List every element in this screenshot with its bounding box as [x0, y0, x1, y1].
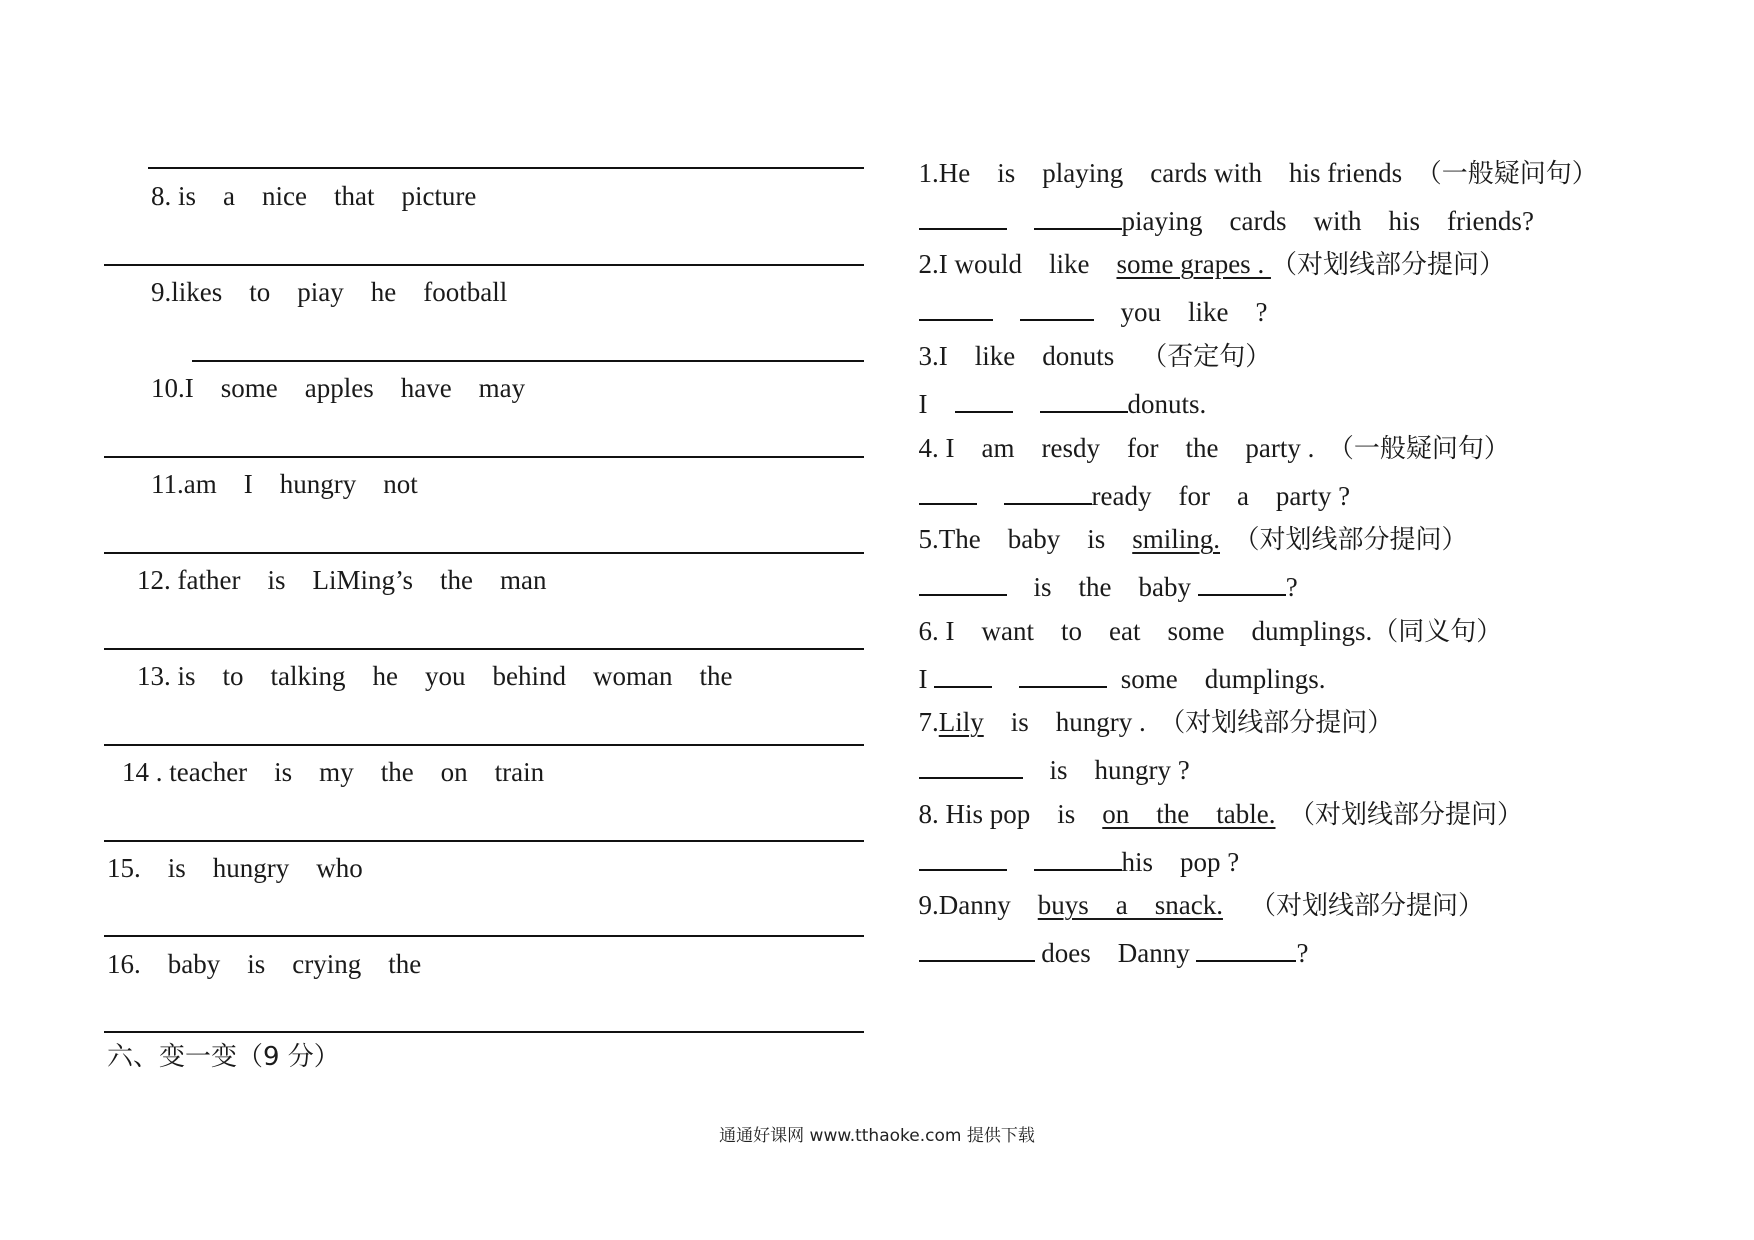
underlined-part: Lily — [938, 707, 984, 737]
answer-line — [104, 264, 864, 266]
underlined-part: buys a snack. — [1037, 890, 1223, 920]
question-text: 7. — [918, 707, 939, 737]
footer-credit: 通通好课网 www.tthaoke.com 提供下载 — [719, 1126, 1035, 1146]
question-type: （对划线部分提问） — [1249, 891, 1484, 921]
answer-text: ready for a party ? — [1091, 481, 1351, 511]
question-type: （一般疑问句） — [1415, 159, 1598, 189]
scramble-item-10: 10.I some apples have may — [151, 373, 526, 403]
scramble-item-16: 16. baby is crying the — [107, 949, 422, 979]
answer-line — [104, 1031, 864, 1033]
question-text: 2.I would like — [918, 249, 1117, 279]
answer-blank[interactable] — [919, 938, 1035, 962]
scramble-item-13: 13. is to talking he you behind woman the — [137, 661, 733, 691]
question-text: 5.The baby is — [918, 524, 1133, 554]
answer-line — [148, 167, 864, 169]
answer-text: donuts. — [1127, 389, 1207, 419]
question-text: 3.I like donuts — [918, 341, 1142, 371]
answer-line — [192, 360, 864, 362]
question-type: （对划线部分提问） — [1233, 525, 1468, 555]
answer-line — [104, 840, 864, 842]
answer-blank[interactable] — [1196, 938, 1296, 962]
answer-text: ? — [1296, 938, 1309, 968]
question-text: 1.He is playing cards with his friends — [918, 158, 1416, 188]
answer-text: his pop ? — [1121, 847, 1240, 877]
question-type: （对划线部分提问） — [1159, 708, 1394, 738]
underlined-part: on the table. — [1102, 799, 1276, 829]
question-text: 8. His pop is — [918, 799, 1103, 829]
scramble-item-9: 9.likes to piay he football — [151, 277, 508, 307]
underlined-part: smiling. — [1132, 524, 1220, 554]
section-title: 六、变一变（9 分） — [107, 1042, 340, 1072]
answer-text: I — [918, 389, 928, 419]
question-type: （一般疑问句） — [1327, 434, 1510, 464]
answer-line — [104, 648, 864, 650]
question-type: （否定句） — [1141, 342, 1272, 372]
answer-text: piaying cards with his friends? — [1121, 206, 1534, 236]
underlined-part: some grapes . — [1116, 249, 1271, 279]
answer-text: does Danny — [1041, 938, 1190, 968]
answer-line — [104, 744, 864, 746]
scramble-item-12: 12. father is LiMing’s the man — [137, 565, 547, 595]
answer-text: ? — [1285, 572, 1298, 602]
question-text: 6. I want to eat some dumplings. — [918, 616, 1373, 646]
answer-line — [104, 935, 864, 937]
answer-text: some dumplings. — [1120, 664, 1326, 694]
question-text: is hungry . — [983, 707, 1160, 737]
question-type: （同义句） — [1372, 617, 1503, 647]
scramble-item-14: 14 . teacher is my the on train — [122, 757, 545, 787]
answer-text: is hungry ? — [1049, 755, 1190, 785]
scramble-item-15: 15. is hungry who — [107, 853, 363, 883]
answer-text: I — [918, 664, 928, 694]
answer-line — [104, 456, 864, 458]
question-type: （对划线部分提问） — [1270, 250, 1505, 280]
question-type: （对划线部分提问） — [1289, 800, 1524, 830]
question-text: 4. I am resdy for the party . — [918, 433, 1328, 463]
scramble-item-8: 8. is a nice that picture — [151, 181, 477, 211]
answer-text: you like ? — [1120, 297, 1268, 327]
scramble-item-11: 11.am I hungry not — [151, 469, 418, 499]
answer-text: is the baby — [1033, 572, 1191, 602]
answer-line — [104, 552, 864, 554]
question-text: 9.Danny — [918, 890, 1038, 920]
answer-9 — [905, 911, 1308, 967]
